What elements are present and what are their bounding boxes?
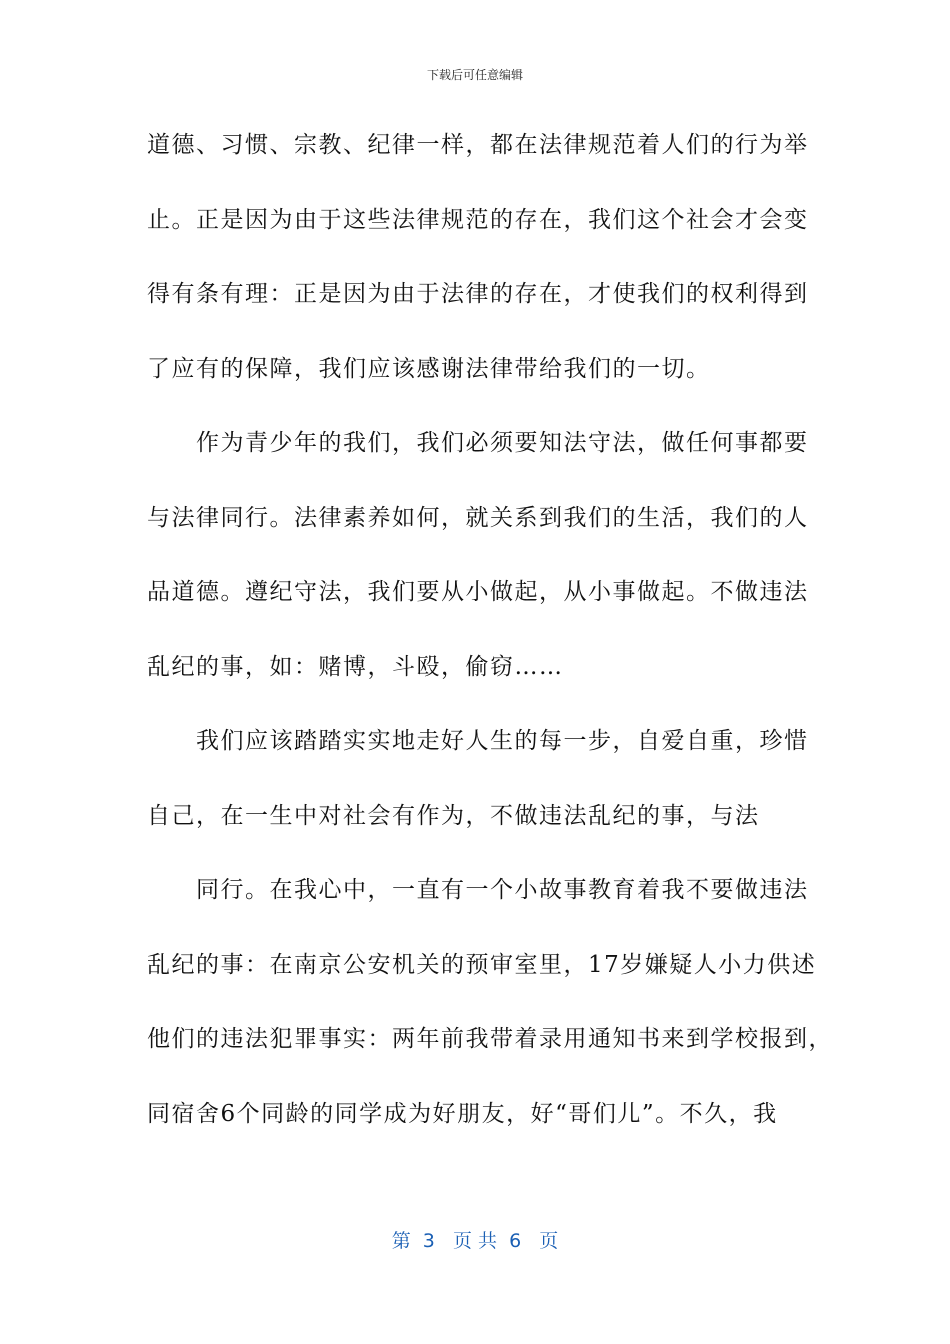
- text-line: 道德、习惯、宗教、纪律一样，都在法律规范着人们的行为举: [147, 132, 809, 158]
- text-line: 他们的违法犯罪事实：两年前我带着录用通知书来到学校报到，: [147, 1026, 833, 1052]
- text-line: 与法律同行。法律素养如何，就关系到我们的生活，我们的人: [147, 504, 809, 531]
- text-line: 自己，在一生中对社会有作为，不做违法乱纪的事，与法: [147, 802, 760, 829]
- text-line: 作为青少年的我们，我们必须要知法守法，做任何事都要: [147, 430, 809, 456]
- document-body: [147, 125, 833, 1168]
- text-line: 乱纪的事：在南京公安机关的预审室里，17岁嫌疑人小力供述: [147, 951, 817, 978]
- text-line: 品道德。遵纪守法，我们要从小做起，从小事做起。不做违法: [147, 579, 809, 605]
- page-header: 下载后可任意编辑: [426, 68, 523, 82]
- text-line: 了应有的保障，我们应该感谢法律带给我们的一切。: [147, 355, 711, 382]
- text-line: 乱纪的事，如：赌博，斗殴，偷窃……: [147, 653, 564, 680]
- page-number-footer: 第 3 页 共 6 页: [391, 1230, 559, 1252]
- text-line: 止。正是因为由于这些法律规范的存在，我们这个社会才会变: [147, 206, 809, 233]
- text-line: 得有条有理：正是因为由于法律的存在，才使我们的权利得到: [147, 281, 809, 307]
- text-line: 同宿舍6个同龄的同学成为好朋友，好“哥们儿”。不久，我: [147, 1100, 778, 1127]
- text-line: 我们应该踏踏实实地走好人生的每一步，自爱自重，珍惜: [147, 728, 809, 754]
- text-line: 同行。在我心中，一直有一个小故事教育着我不要做违法: [147, 877, 809, 903]
